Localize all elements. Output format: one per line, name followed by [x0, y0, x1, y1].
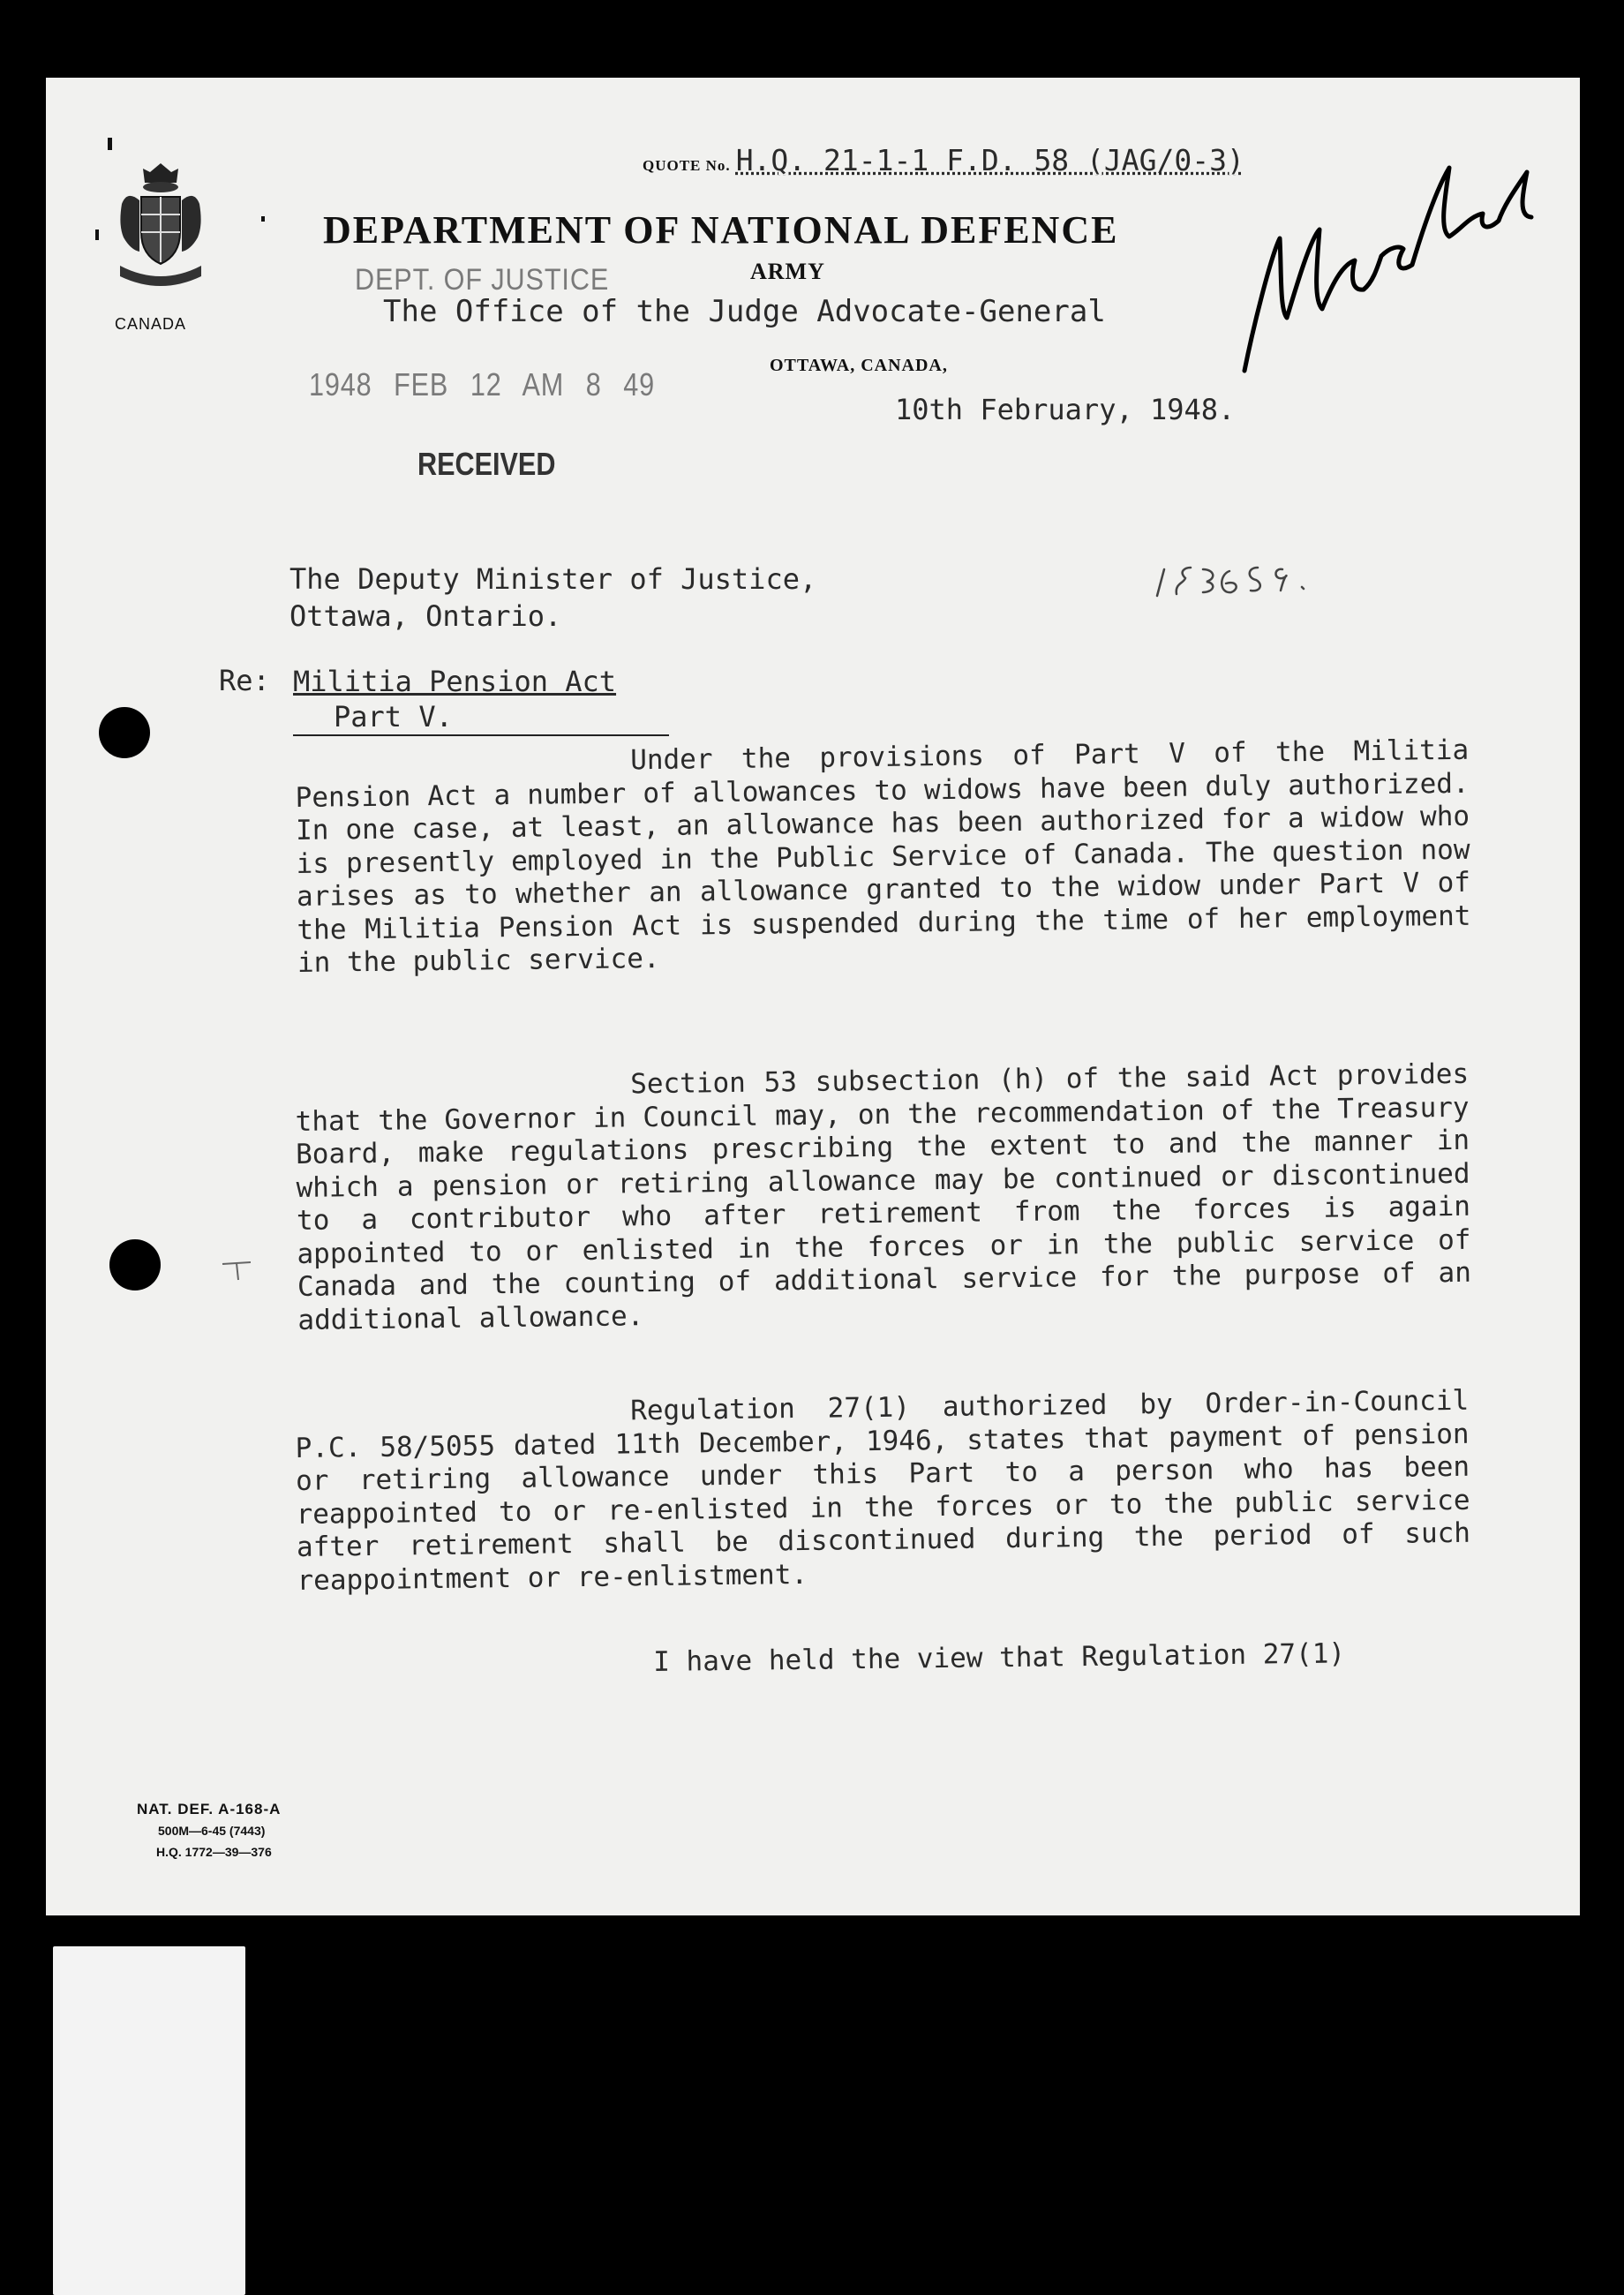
subject-block: [293, 664, 669, 736]
paragraph-text: Section 53 subsection (h) of the said Act provides that the Governor in Council may, on the recommendation of the Treasury Board, make regulations prescribing the extent to and the manner in which a pension or retiring allowance may be continued or discontinued to a contributor who after retirement from the forces is again appointed to or enlisted in the forces or in the public service of Canada and the counting of additional service for the purpose of an additional allowance.: [295, 1057, 1472, 1336]
punch-hole: [99, 707, 150, 758]
punch-hole: [109, 1239, 161, 1290]
canada-label: CANADA: [115, 315, 187, 333]
addressee-block: [289, 561, 816, 635]
received-stamp: RECEIVED: [417, 446, 556, 482]
quote-number: H.Q. 21-1-1 F.D. 58 (JAG/0-3): [735, 143, 1244, 177]
quote-reference: [643, 143, 1244, 177]
speck: [108, 138, 112, 150]
handwritten-reference-number: [1152, 552, 1408, 605]
form-code-line-3: H.Q. 1772—39—376: [156, 1845, 272, 1859]
coat-of-arms-icon: [115, 163, 207, 296]
received-timestamp: 1948 FEB 12 AM 8 49: [309, 366, 656, 403]
body-paragraph-4: I have held the view that Regulation 27(1): [653, 1637, 1346, 1678]
addressee-line-1: The Deputy Minister of Justice,: [289, 562, 817, 596]
handwritten-signature: [1218, 132, 1553, 397]
body-paragraph-2: [295, 1058, 1472, 1337]
margin-mark: [219, 1260, 254, 1282]
letter-date: 10th February, 1948.: [895, 393, 1236, 426]
department-title: DEPARTMENT OF NATIONAL DEFENCE: [323, 208, 1119, 252]
paragraph-text: Regulation 27(1) authorized by Order-in-Council P.C. 58/5055 dated 11th December, 1946, states that payment of pension or retiring allowance under this Part to a person who has been reappointed to or re-enlisted in the forces or to the public service after retirement shall be discontinued during the period of such reappointment or re-enlistment.: [295, 1384, 1471, 1597]
form-code-block: [137, 1799, 281, 1862]
office-title: The Office of the Judge Advocate-General: [383, 294, 1106, 329]
subject-line-2: Part V.: [293, 699, 669, 736]
form-code-line-2: 500M—6-45 (7443): [158, 1824, 266, 1838]
branch-title: ARMY: [750, 259, 825, 284]
subject-line-1: Militia Pension Act: [293, 665, 617, 698]
speck: [261, 216, 265, 222]
subject-label: Re:: [219, 664, 270, 697]
body-paragraph-3: [295, 1385, 1471, 1598]
quote-prefix: QUOTE No.: [643, 157, 731, 174]
paragraph-text: Under the provisions of Part V of the Militia Pension Act a number of allowances to widows have been duly authorized. In one case, at least, an allowance has been authorized for a widow who is presently employed in the Public Service of Canada. The question now arises as to whether an allowance granted to the widow under Part V of the Militia Pension Act is suspended during the time of her employment in the public service.: [295, 734, 1471, 979]
paper-tab: [53, 1946, 245, 2295]
dept-justice-stamp: DEPT. OF JUSTICE: [355, 263, 610, 297]
form-code-line-1: NAT. DEF. A-168-A: [137, 1801, 282, 1817]
body-paragraph-1: [295, 734, 1471, 981]
city-line: OTTAWA, CANADA,: [770, 356, 948, 375]
speck: [95, 230, 99, 240]
addressee-line-2: Ottawa, Ontario.: [289, 599, 562, 633]
